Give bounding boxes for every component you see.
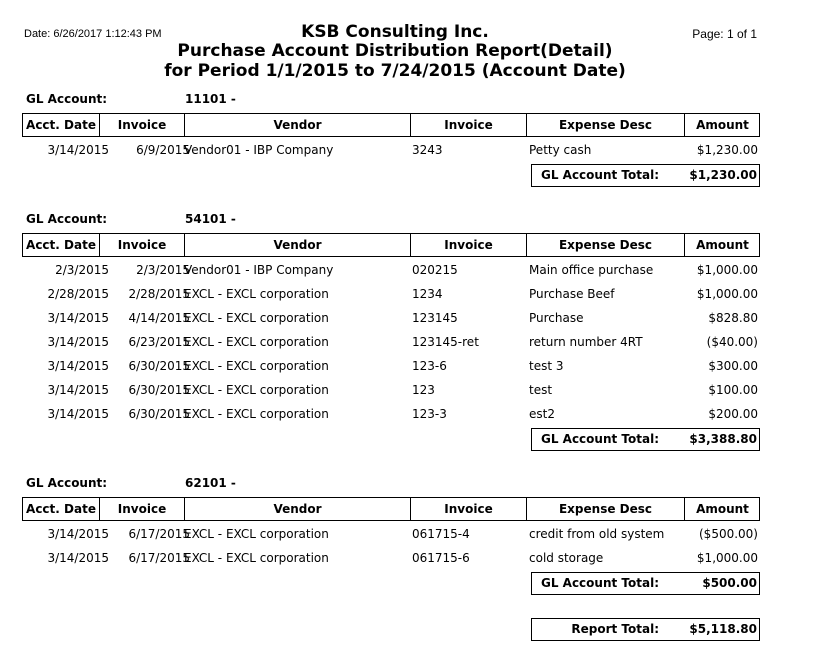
gl-account-label: GL Account: bbox=[26, 212, 108, 226]
table-header bbox=[22, 233, 760, 257]
gl-account-total-value: $500.00 bbox=[702, 576, 757, 590]
gl-account-total-box bbox=[531, 428, 760, 451]
col-header-vendor: Vendor bbox=[184, 114, 410, 136]
gl-account-code: 62101 - bbox=[185, 476, 236, 490]
expense-desc-cell: test bbox=[529, 383, 553, 397]
acct-date-cell: 3/14/2015 bbox=[47, 551, 109, 565]
table-row bbox=[22, 402, 760, 426]
vendor-cell: EXCL - EXCL corporation bbox=[184, 551, 329, 565]
invoice-number-cell: 061715-6 bbox=[412, 551, 470, 565]
invoice-number-cell: 123 bbox=[412, 383, 435, 397]
report-total-box bbox=[531, 618, 760, 641]
report-total-label: Report Total: bbox=[571, 622, 659, 636]
table-row bbox=[22, 378, 760, 402]
table-row bbox=[22, 330, 760, 354]
vendor-cell: Vendor01 - IBP Company bbox=[184, 143, 334, 157]
acct-date-cell: 3/14/2015 bbox=[47, 311, 109, 325]
amount-cell: ($40.00) bbox=[706, 335, 758, 349]
col-header-vendor: Vendor bbox=[184, 498, 410, 520]
report-date: Date: 6/26/2017 1:12:43 PM bbox=[24, 28, 162, 40]
invoice-number-cell: 123145 bbox=[412, 311, 458, 325]
amount-cell: $1,230.00 bbox=[696, 143, 758, 157]
gl-account-total-value: $1,230.00 bbox=[689, 168, 757, 182]
invoice-date-cell: 4/14/2015 bbox=[128, 311, 190, 325]
col-header-invoice-date: Invoice bbox=[99, 114, 184, 136]
expense-desc-cell: Petty cash bbox=[529, 143, 592, 157]
amount-cell: $200.00 bbox=[708, 407, 758, 421]
acct-date-cell: 3/14/2015 bbox=[47, 335, 109, 349]
report-title: Purchase Account Distribution Report(Detail) bbox=[177, 41, 613, 61]
acct-date-cell: 3/14/2015 bbox=[47, 359, 109, 373]
invoice-date-cell: 6/30/2015 bbox=[128, 383, 190, 397]
invoice-number-cell: 3243 bbox=[412, 143, 443, 157]
expense-desc-cell: Purchase bbox=[529, 311, 584, 325]
amount-cell: $300.00 bbox=[708, 359, 758, 373]
vendor-cell: EXCL - EXCL corporation bbox=[184, 359, 329, 373]
invoice-date-cell: 2/28/2015 bbox=[128, 287, 190, 301]
expense-desc-cell: est2 bbox=[529, 407, 555, 421]
gl-account-code: 54101 - bbox=[185, 212, 236, 226]
acct-date-cell: 3/14/2015 bbox=[47, 143, 109, 157]
report-total-value: $5,118.80 bbox=[689, 622, 757, 636]
table-row bbox=[22, 282, 760, 306]
expense-desc-cell: Purchase Beef bbox=[529, 287, 615, 301]
acct-date-cell: 3/14/2015 bbox=[47, 527, 109, 541]
report-period: for Period 1/1/2015 to 7/24/2015 (Account Date) bbox=[164, 61, 626, 81]
col-header-invoice-number: Invoice bbox=[410, 114, 526, 136]
col-header-expense-desc: Expense Desc bbox=[526, 234, 684, 256]
invoice-date-cell: 6/9/2015 bbox=[136, 143, 190, 157]
gl-account-label: GL Account: bbox=[26, 92, 108, 106]
expense-desc-cell: return number 4RT bbox=[529, 335, 643, 349]
amount-cell: $1,000.00 bbox=[696, 287, 758, 301]
vendor-cell: Vendor01 - IBP Company bbox=[184, 263, 334, 277]
table-header bbox=[22, 113, 760, 137]
acct-date-cell: 2/28/2015 bbox=[47, 287, 109, 301]
col-header-acct-date: Acct. Date bbox=[26, 502, 96, 516]
amount-cell: $100.00 bbox=[708, 383, 758, 397]
vendor-cell: EXCL - EXCL corporation bbox=[184, 311, 329, 325]
table-row bbox=[22, 306, 760, 330]
gl-account-total-label: GL Account Total: bbox=[540, 168, 659, 182]
table-row bbox=[22, 546, 760, 570]
col-header-expense-desc: Expense Desc bbox=[526, 114, 684, 136]
invoice-number-cell: 020215 bbox=[412, 263, 458, 277]
col-header-invoice-number: Invoice bbox=[410, 498, 526, 520]
invoice-date-cell: 6/23/2015 bbox=[128, 335, 190, 349]
vendor-cell: EXCL - EXCL corporation bbox=[184, 287, 329, 301]
expense-desc-cell: cold storage bbox=[529, 551, 604, 565]
gl-account-total-box bbox=[531, 572, 760, 595]
gl-account-label: GL Account: bbox=[26, 476, 108, 490]
col-header-invoice-number: Invoice bbox=[410, 234, 526, 256]
amount-cell: $1,000.00 bbox=[696, 263, 758, 277]
invoice-number-cell: 123-3 bbox=[412, 407, 447, 421]
gl-account-total-label: GL Account Total: bbox=[540, 576, 659, 590]
amount-cell: $1,000.00 bbox=[696, 551, 758, 565]
col-header-vendor: Vendor bbox=[184, 234, 410, 256]
acct-date-cell: 3/14/2015 bbox=[47, 383, 109, 397]
invoice-date-cell: 6/30/2015 bbox=[128, 359, 190, 373]
expense-desc-cell: test 3 bbox=[529, 359, 564, 373]
invoice-number-cell: 123145-ret bbox=[412, 335, 479, 349]
table-row bbox=[22, 354, 760, 378]
acct-date-cell: 2/3/2015 bbox=[55, 263, 109, 277]
invoice-date-cell: 6/17/2015 bbox=[128, 527, 190, 541]
vendor-cell: EXCL - EXCL corporation bbox=[184, 407, 329, 421]
gl-account-total-box bbox=[531, 164, 760, 187]
gl-account-code: 11101 - bbox=[185, 92, 236, 106]
amount-cell: $828.80 bbox=[708, 311, 758, 325]
table-row bbox=[22, 522, 760, 546]
table-row bbox=[22, 258, 760, 282]
col-header-amount: Amount bbox=[684, 114, 760, 136]
col-header-expense-desc: Expense Desc bbox=[526, 498, 684, 520]
invoice-number-cell: 123-6 bbox=[412, 359, 447, 373]
gl-account-total-value: $3,388.80 bbox=[689, 432, 757, 446]
table-row bbox=[22, 138, 760, 162]
amount-cell: ($500.00) bbox=[699, 527, 758, 541]
invoice-number-cell: 1234 bbox=[412, 287, 443, 301]
col-header-amount: Amount bbox=[684, 234, 760, 256]
col-header-invoice-date: Invoice bbox=[99, 234, 184, 256]
invoice-date-cell: 6/17/2015 bbox=[128, 551, 190, 565]
vendor-cell: EXCL - EXCL corporation bbox=[184, 527, 329, 541]
acct-date-cell: 3/14/2015 bbox=[47, 407, 109, 421]
col-header-amount: Amount bbox=[684, 498, 760, 520]
col-header-acct-date: Acct. Date bbox=[26, 238, 96, 252]
invoice-date-cell: 6/30/2015 bbox=[128, 407, 190, 421]
invoice-number-cell: 061715-4 bbox=[412, 527, 470, 541]
vendor-cell: EXCL - EXCL corporation bbox=[184, 383, 329, 397]
invoice-date-cell: 2/3/2015 bbox=[136, 263, 190, 277]
expense-desc-cell: credit from old system bbox=[529, 527, 665, 541]
gl-account-total-label: GL Account Total: bbox=[540, 432, 659, 446]
vendor-cell: EXCL - EXCL corporation bbox=[184, 335, 329, 349]
expense-desc-cell: Main office purchase bbox=[529, 263, 654, 277]
col-header-invoice-date: Invoice bbox=[99, 498, 184, 520]
company-name: KSB Consulting Inc. bbox=[301, 22, 489, 42]
page-number: Page: 1 of 1 bbox=[692, 27, 757, 41]
col-header-acct-date: Acct. Date bbox=[26, 118, 96, 132]
table-header bbox=[22, 497, 760, 521]
